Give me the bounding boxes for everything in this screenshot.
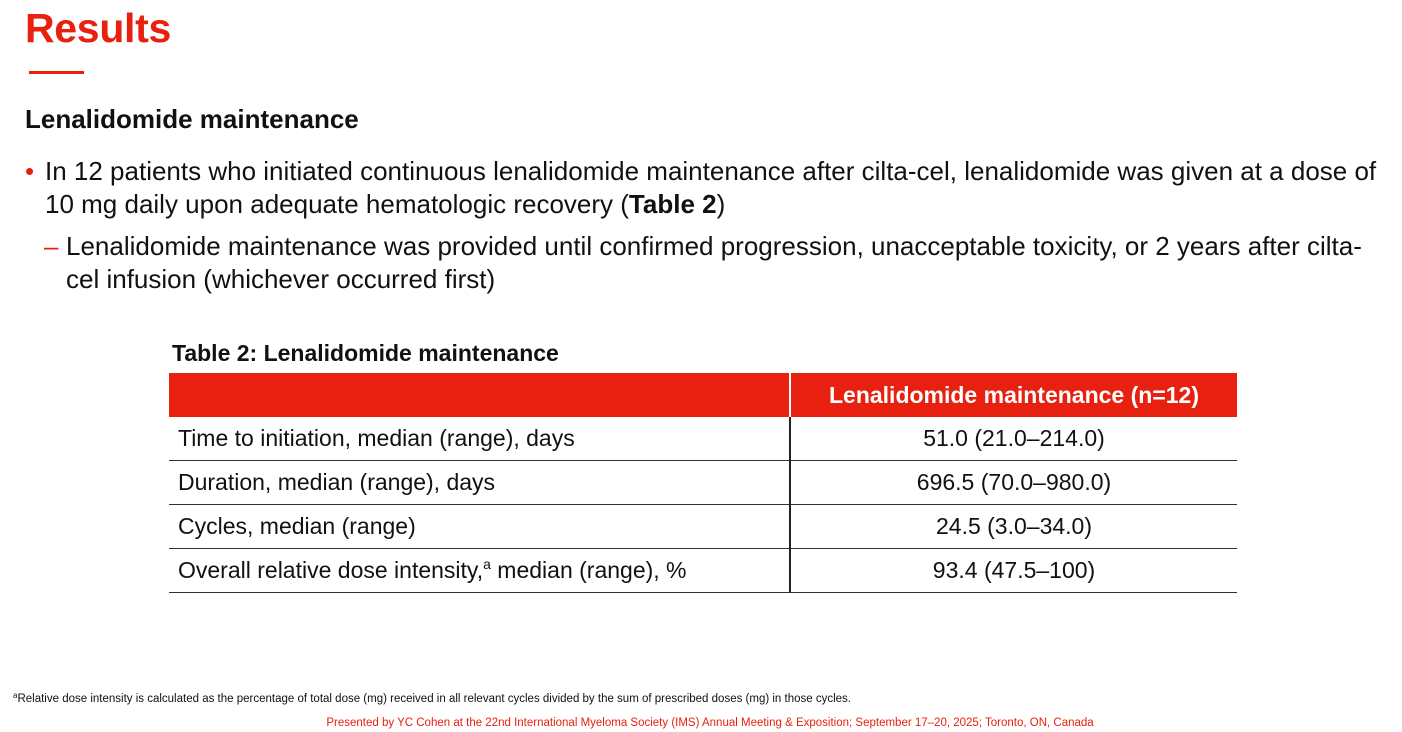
table-header-blank	[169, 373, 790, 417]
row-label: Cycles, median (range)	[169, 505, 790, 549]
row-label-before: Overall relative dose intensity,	[178, 557, 484, 583]
presented-by-footer: Presented by YC Cohen at the 22nd International Myeloma Society (IMS) Annual Meeting & Exposition; September 17–20, 2025; Toronto, ON, Canada	[326, 717, 1094, 729]
maintenance-table	[169, 373, 1237, 593]
table-header-row	[169, 373, 1237, 417]
bullet-text-before: In 12 patients who initiated continuous lenalidomide maintenance after cilta-cel, lenalidomide was given at a dose of 10 mg daily upon adequate hematologic recovery (	[45, 156, 1377, 219]
footnote	[13, 692, 851, 707]
footnote-ref: a	[483, 556, 491, 572]
bullet-list	[25, 155, 1390, 296]
row-label: Duration, median (range), days	[169, 461, 790, 505]
bullet-text-after: )	[716, 189, 726, 219]
row-label-after: median (range), %	[490, 557, 687, 583]
table-header-maintenance: Lenalidomide maintenance (n=12)	[790, 373, 1237, 417]
row-value: 696.5 (70.0–980.0)	[790, 461, 1237, 505]
footnote-text: Relative dose intensity is calculated as the percentage of total dose (mg) received in all relevant cycles divided by the sum of prescribed doses (mg) in those cycles.	[17, 693, 851, 705]
title-underline	[29, 71, 84, 74]
table-row	[169, 461, 1237, 505]
sub-bullet-text: Lenalidomide maintenance was provided until confirmed progression, unacceptable toxicity, or 2 years after cilta-cel infusion (whichever occurred first)	[66, 231, 1362, 294]
row-label	[169, 549, 790, 593]
sub-bullet-item	[25, 230, 1390, 296]
section-heading: Lenalidomide maintenance	[25, 104, 359, 134]
table-row	[169, 549, 1237, 593]
sub-bullet-marker: –	[44, 231, 59, 261]
row-label: Time to initiation, median (range), days	[169, 417, 790, 461]
table-row	[169, 505, 1237, 549]
row-value: 93.4 (47.5–100)	[790, 549, 1237, 593]
bullet-marker: •	[25, 156, 35, 186]
row-value: 24.5 (3.0–34.0)	[790, 505, 1237, 549]
table-row	[169, 417, 1237, 461]
row-value: 51.0 (21.0–214.0)	[790, 417, 1237, 461]
bullet-item	[25, 155, 1390, 221]
bullet-text-bold: Table 2	[628, 189, 717, 219]
footnote-marker: a	[13, 691, 18, 700]
slide-title: Results	[25, 5, 172, 51]
table-caption: Table 2: Lenalidomide maintenance	[172, 340, 559, 366]
